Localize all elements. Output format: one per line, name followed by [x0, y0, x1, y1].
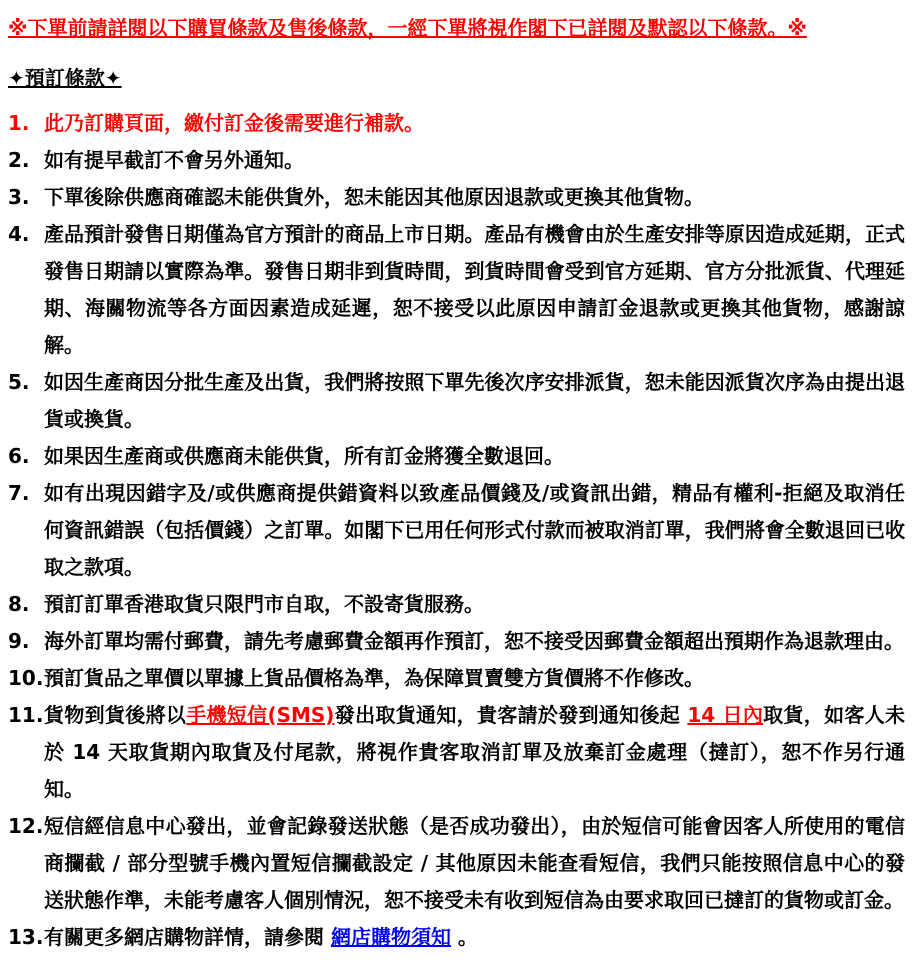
term-item [8, 697, 905, 808]
purchase-notice-header: ※下單前請詳閱以下購買條款及售後條款，一經下單將視作閣下已詳閱及默認以下條款。※ [8, 16, 807, 40]
term-text [44, 364, 905, 438]
term-number: 13. [8, 925, 44, 949]
red-emphasis-text: 此乃訂購頁面，繳付訂金後需要進行補款。 [44, 111, 424, 135]
term-segment: 如有出現因錯字及/或供應商提供錯資料以致產品價錢及/或資訊出錯，精品有權利-拒絕及取消任何資訊錯誤（包括價錢）之訂單。如閣下已用任何形式付款而被取消訂單，我們將會全數退回已收取之款項。 [44, 481, 905, 579]
term-segment: 產品預計發售日期僅為官方預計的商品上市日期。產品有機會由於生產安排等原因造成延期，正式發售日期請以實際為準。發售日期非到貨時間，到貨時間會受到官方延期、官方分批派貨、代理延期、海關物流等各方面因素造成延遲，恕不接受以此原因申請訂金退款或更換其他貨物，感謝諒解。 [44, 222, 905, 357]
term-segment: 預訂訂單香港取貨只限門市自取，不設寄貨服務。 [44, 592, 484, 616]
term-number: 12. [8, 814, 44, 838]
term-item [8, 475, 905, 586]
term-item [8, 808, 905, 919]
term-number: 6. [8, 444, 30, 468]
term-item [8, 364, 905, 438]
term-segment: 有關更多網店購物詳情，請參閱 [44, 925, 331, 949]
term-text [44, 216, 905, 364]
term-item [8, 216, 905, 364]
term-text [44, 660, 905, 697]
term-item [8, 179, 905, 216]
term-segment: 下單後除供應商確認未能供貨外，恕未能因其他原因退款或更換其他貨物。 [44, 185, 704, 209]
term-number: 7. [8, 481, 30, 505]
term-segment: 短信經信息中心發出，並會記錄發送狀態（是否成功發出），由於短信可能會因客人所使用的電信商攔截 / 部分型號手機內置短信攔截設定 / 其他原因未能查看短信，我們只能按照信息中心的發送狀態作準，未能考慮客人個別情況，恕不接受未有收到短信為由要求取回已撻訂的貨物或訂金。 [44, 814, 905, 912]
term-item [8, 623, 905, 660]
term-segment: 取貨，如客人未於 14 天取貨期內取貨及付尾款，將視作貴客取消訂單及放棄訂金處理（撻訂），恕不作另行通知。 [44, 703, 906, 801]
term-segment: 預訂貨品之單價以單據上貨品價格為準，為保障買賣雙方貨價將不作修改。 [44, 666, 704, 690]
term-segment: 如果因生產商或供應商未能供貨，所有訂金將獲全數退回。 [44, 444, 564, 468]
term-item [8, 142, 905, 179]
term-number: 1. [8, 111, 30, 135]
terms-list [8, 105, 905, 956]
term-number: 10. [8, 666, 44, 690]
term-item [8, 919, 905, 956]
term-number: 5. [8, 370, 30, 394]
term-number: 2. [8, 148, 30, 172]
term-text [44, 919, 905, 956]
red-underline-emphasis-text: 手機短信(SMS) [186, 703, 335, 727]
term-number: 9. [8, 629, 30, 653]
term-text [44, 697, 905, 808]
term-segment: 貨物到貨後將以 [44, 703, 187, 727]
term-text [44, 475, 905, 586]
term-segment: 。 [450, 925, 478, 949]
term-segment: 發出取貨通知，貴客請於發到通知後起 [334, 703, 688, 727]
term-text [44, 623, 905, 660]
term-item [8, 105, 905, 142]
term-text [44, 438, 905, 475]
red-underline-emphasis-text: 14 日內 [687, 703, 764, 727]
term-segment: 如因生產商因分批生產及出貨，我們將按照下單先後次序安排派貨，恕未能因派貨次序為由提出退貨或換貨。 [44, 370, 905, 431]
term-segment: 海外訂單均需付郵費，請先考慮郵費金額再作預訂，恕不接受因郵費金額超出預期作為退款理由。 [44, 629, 904, 653]
term-item [8, 586, 905, 623]
shop-notice-link[interactable]: 網店購物須知 [330, 925, 451, 949]
term-number: 4. [8, 222, 30, 246]
term-item [8, 660, 905, 697]
term-text [44, 586, 905, 623]
term-text [44, 808, 905, 919]
term-segment: 如有提早截訂不會另外通知。 [44, 148, 304, 172]
term-number: 3. [8, 185, 30, 209]
term-text [44, 142, 905, 179]
term-number: 11. [8, 703, 44, 727]
term-item [8, 438, 905, 475]
term-text [44, 105, 905, 142]
section-title-preorder-terms: ✦預訂條款✦ [8, 66, 122, 90]
term-number: 8. [8, 592, 30, 616]
term-text [44, 179, 905, 216]
